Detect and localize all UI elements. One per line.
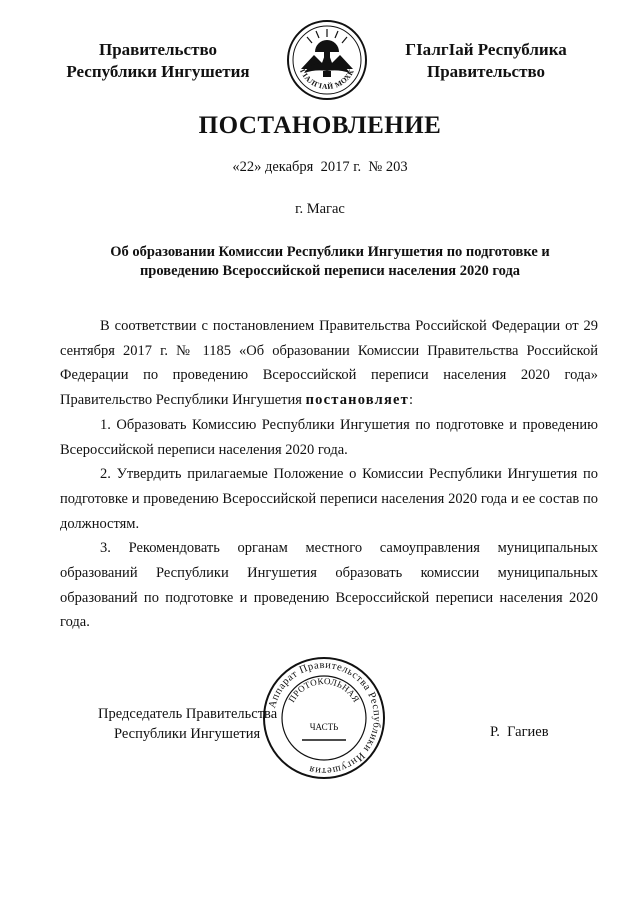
svg-text:ГIАЛГIАЙ МОХК: ГIАЛГIАЙ МОХК: [298, 67, 356, 92]
header-right: [378, 39, 594, 83]
city: г. Магас: [295, 201, 345, 217]
signatory-title: [98, 704, 277, 744]
header-right-line1: ГIалгIай Республика: [405, 40, 567, 59]
preamble-colon: :: [409, 392, 414, 409]
header-right-line2: Правительство: [426, 62, 546, 81]
header-left-line1: Правительство: [98, 40, 218, 59]
decree-verb: постановляет: [305, 392, 409, 409]
svg-text:ПРОТОКОЛЬНАЯ: ПРОТОКОЛЬНАЯ: [286, 675, 362, 705]
signatory-name: Р. Гагиев: [490, 724, 549, 740]
subject-line-2: проведению Всероссийской переписи населения 2020 года: [139, 263, 521, 279]
official-stamp: [262, 656, 386, 780]
svg-text:ЧАСТЬ: ЧАСТЬ: [309, 722, 339, 732]
coat-of-arms-emblem: [286, 19, 368, 101]
document-title: ПОСТАНОВЛЕНИЕ: [198, 112, 442, 139]
svg-text:Аппарат Правительства Республи: Аппарат Правительства Республики Ингушетия: [267, 659, 383, 777]
preamble-text: В соответствии с постановлением Правительства Российской Федерации от 29 сентября 2017 г. № 1185 «Об образовании Комиссии Правительства Российской Федерации по проведению Всероссийской переписи населения 2020 года» Правительство Республики Ингушетия: [60, 318, 598, 409]
body-paragraph-item-3: 3. Рекомендовать органам местного самоуправления муниципальных образований Республики Ингушетия образовать комиссии муниципальных образований по подготовке и проведению Всероссийской переписи населения 2020 года.: [60, 540, 598, 631]
document-subject: [60, 243, 600, 281]
header-left-line2: Республики Ингушетия: [66, 62, 250, 81]
subject-line-1: Об образовании Комиссии Республики Ингушетия по подготовке и: [110, 244, 550, 260]
header-left: [38, 39, 278, 83]
signatory-title-line1: Председатель Правительства: [98, 706, 278, 722]
signatory-title-line2: Республики Ингушетия: [114, 726, 261, 742]
body-paragraph-item-2: 2. Утвердить прилагаемые Положение о Комиссии Республики Ингушетия по подготовке и проведению Всероссийской переписи населения 2020 года и ее состав по должностям.: [60, 466, 598, 532]
document-body: [60, 314, 598, 635]
body-paragraph-item-1: 1. Образовать Комиссию Республики Ингушетия по подготовке и проведению Всероссийской переписи населения 2020 года.: [60, 416, 598, 458]
body-paragraph-preamble: [60, 314, 598, 413]
date-and-number: «22» декабря 2017 г. № 203: [232, 159, 408, 175]
